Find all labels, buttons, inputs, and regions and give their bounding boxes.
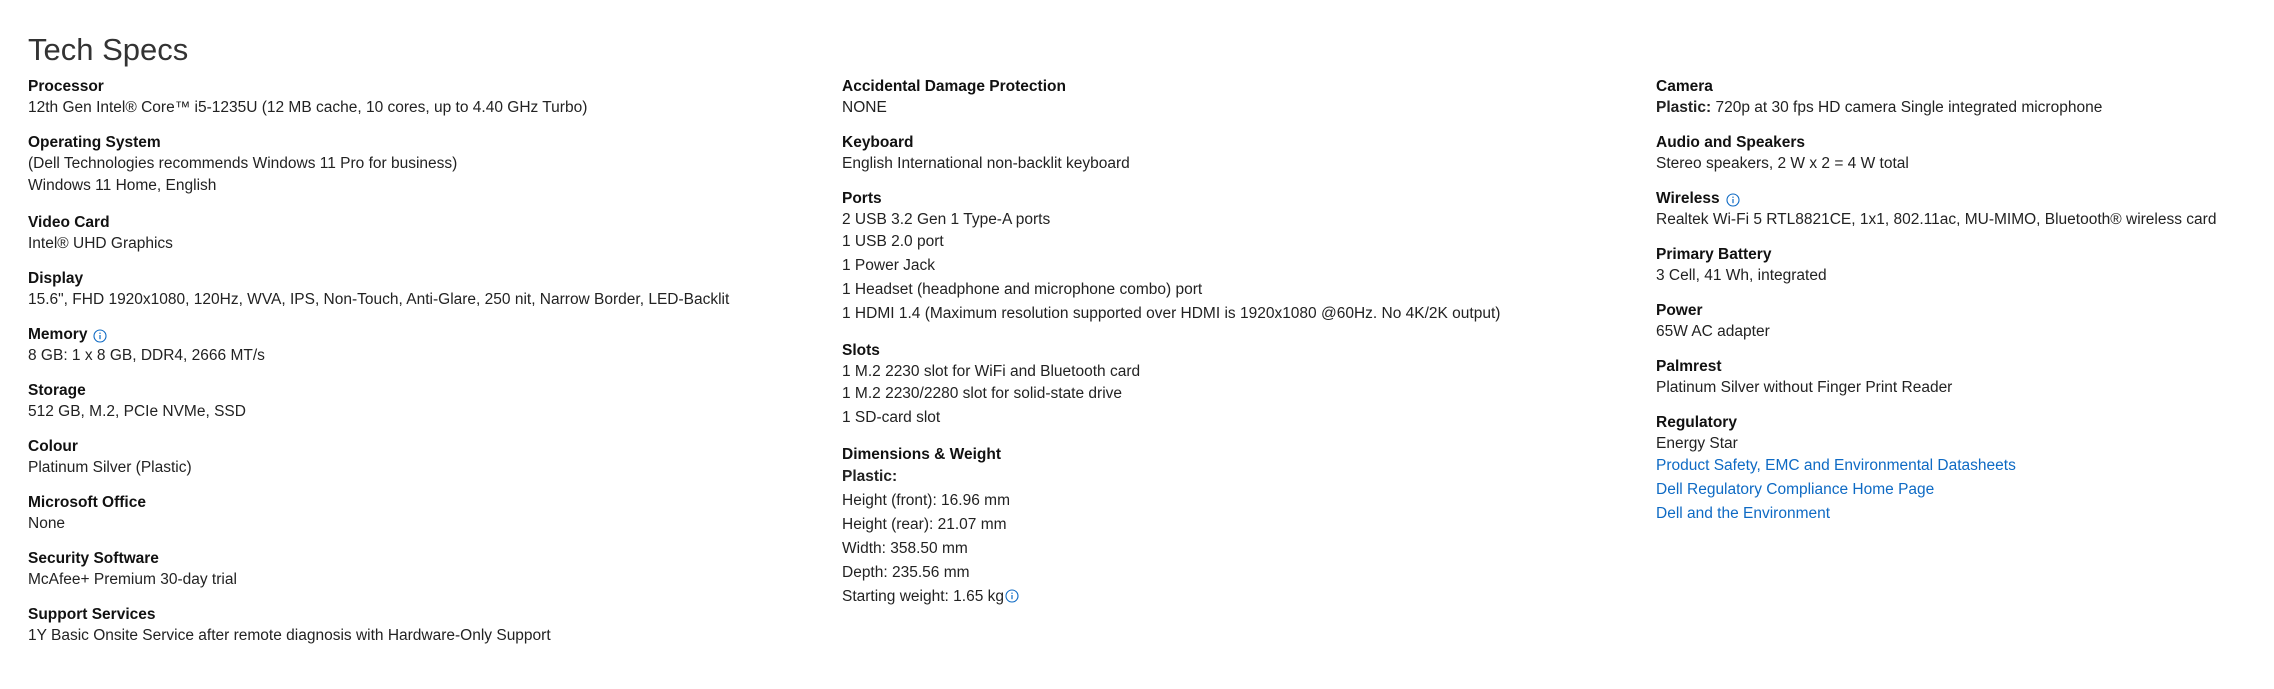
spec-value xyxy=(28,233,828,254)
specs-column-3 xyxy=(1656,76,2266,540)
spec-value xyxy=(842,153,1662,174)
spec-label-text: Display xyxy=(28,270,84,287)
spec-value-text: 8 GB: 1 x 8 GB, DDR4, 2666 MT/s xyxy=(28,347,265,364)
spec-value xyxy=(842,361,1662,382)
spec-label-text: Memory xyxy=(28,326,88,343)
spec-label-text: Microsoft Office xyxy=(28,494,146,511)
specs-column-1 xyxy=(28,76,828,660)
spec-value-text: McAfee+ Premium 30-day trial xyxy=(28,571,237,588)
spec-label-text: Camera xyxy=(1656,78,1713,95)
spec-value-text: 1 M.2 2230/2280 slot for solid-state drive xyxy=(842,385,1123,402)
specs-column-2 xyxy=(842,76,1662,623)
spec-label xyxy=(28,604,828,625)
spec-value xyxy=(1656,321,2266,342)
spec-label xyxy=(842,444,1662,465)
spec-label-text: Wireless xyxy=(1656,190,1720,207)
info-icon[interactable] xyxy=(1726,192,1740,206)
spec-value xyxy=(842,278,1662,302)
spec-label-text: Dimensions & Weight xyxy=(842,446,1002,463)
spec-value-text: Depth: 235.56 mm xyxy=(842,564,970,581)
spec-camera xyxy=(1656,76,2266,118)
link-dell-regulatory-compliance-home-page[interactable]: Dell Regulatory Compliance Home Page xyxy=(1656,481,1935,498)
spec-value xyxy=(842,585,1662,609)
spec-palmrest xyxy=(1656,356,2266,398)
spec-label xyxy=(28,324,828,345)
spec-label xyxy=(842,76,1662,97)
spec-value-text: 1 Power Jack xyxy=(842,257,936,274)
spec-label xyxy=(1656,356,2266,377)
spec-power xyxy=(1656,300,2266,342)
spec-value xyxy=(842,537,1662,561)
page-title: Tech Specs xyxy=(28,32,189,67)
spec-label xyxy=(1656,188,2266,209)
spec-value-text: Energy Star xyxy=(1656,435,1738,452)
spec-label-text: Audio and Speakers xyxy=(1656,134,1806,151)
spec-label xyxy=(28,132,828,153)
spec-keyboard xyxy=(842,132,1662,174)
spec-value xyxy=(28,625,828,646)
spec-label xyxy=(842,340,1662,361)
spec-value-text: 1 SD-card slot xyxy=(842,409,941,426)
spec-label-text: Security Software xyxy=(28,550,159,567)
spec-value xyxy=(28,97,828,118)
spec-link-row xyxy=(1656,454,2266,478)
spec-label xyxy=(1656,132,2266,153)
spec-value xyxy=(842,97,1662,118)
spec-value-text: 1 Headset (headphone and microphone combo) port xyxy=(842,281,1203,298)
spec-label xyxy=(28,268,828,289)
spec-label-text: Support Services xyxy=(28,606,156,623)
spec-value-text: 720p at 30 fps HD camera Single integrated microphone xyxy=(1715,99,2103,116)
spec-value-text: 15.6", FHD 1920x1080, 120Hz, WVA, IPS, Non-Touch, Anti-Glare, 250 nit, Narrow Border, LED-Backlit xyxy=(28,291,730,308)
spec-label-text: Regulatory xyxy=(1656,414,1737,431)
spec-label-text: Ports xyxy=(842,190,882,207)
spec-value xyxy=(28,289,828,310)
spec-value xyxy=(842,209,1662,230)
spec-audio-and-speakers xyxy=(1656,132,2266,174)
spec-value-text: Realtek Wi-Fi 5 RTL8821CE, 1x1, 802.11ac, MU-MIMO, Bluetooth® wireless card xyxy=(1656,211,2217,228)
spec-label-text: Operating System xyxy=(28,134,161,151)
spec-value-text: 65W AC adapter xyxy=(1656,323,1770,340)
spec-value-text: Starting weight: 1.65 kg xyxy=(842,588,1004,605)
spec-value-text: 512 GB, M.2, PCIe NVMe, SSD xyxy=(28,403,246,420)
spec-value xyxy=(28,457,828,478)
spec-value-text: (Dell Technologies recommends Windows 11 Pro for business) xyxy=(28,155,458,172)
spec-label-text: Palmrest xyxy=(1656,358,1722,375)
spec-video-card xyxy=(28,212,828,254)
spec-value-text: Windows 11 Home, English xyxy=(28,177,217,194)
spec-value xyxy=(842,382,1662,406)
spec-primary-battery xyxy=(1656,244,2266,286)
spec-wireless xyxy=(1656,188,2266,230)
spec-operating-system xyxy=(28,132,828,198)
spec-label xyxy=(842,188,1662,209)
spec-slots xyxy=(842,340,1662,430)
spec-label-text: Power xyxy=(1656,302,1703,319)
spec-label xyxy=(28,380,828,401)
info-icon[interactable] xyxy=(1005,587,1019,601)
spec-label xyxy=(28,76,828,97)
spec-value-text: 3 Cell, 41 Wh, integrated xyxy=(1656,267,1827,284)
spec-ports xyxy=(842,188,1662,326)
spec-value-text: Width: 358.50 mm xyxy=(842,540,968,557)
spec-value xyxy=(28,153,828,174)
spec-value xyxy=(28,401,828,422)
spec-label xyxy=(842,132,1662,153)
spec-value-text: 12th Gen Intel® Core™ i5-1235U (12 MB cache, 10 cores, up to 4.40 GHz Turbo) xyxy=(28,99,588,116)
spec-label xyxy=(1656,244,2266,265)
spec-label xyxy=(28,436,828,457)
spec-label-text: Processor xyxy=(28,78,104,95)
spec-value xyxy=(842,406,1662,430)
spec-value-text: 1Y Basic Onsite Service after remote diagnosis with Hardware-Only Support xyxy=(28,627,551,644)
spec-label xyxy=(1656,76,2266,97)
spec-link-row xyxy=(1656,502,2266,526)
spec-label xyxy=(1656,300,2266,321)
spec-value-text: English International non-backlit keyboard xyxy=(842,155,1130,172)
spec-value xyxy=(842,254,1662,278)
spec-processor xyxy=(28,76,828,118)
spec-label-text: Storage xyxy=(28,382,86,399)
spec-value xyxy=(842,489,1662,513)
spec-value-text: NONE xyxy=(842,99,887,116)
spec-value xyxy=(1656,209,2266,230)
spec-value-text: Platinum Silver without Finger Print Reader xyxy=(1656,379,1953,396)
spec-security-software xyxy=(28,548,828,590)
spec-accidental-damage-protection xyxy=(842,76,1662,118)
spec-value xyxy=(1656,153,2266,174)
spec-value xyxy=(28,345,828,366)
spec-display xyxy=(28,268,828,310)
spec-value xyxy=(842,561,1662,585)
spec-value xyxy=(1656,97,2266,118)
spec-label-text: Video Card xyxy=(28,214,110,231)
spec-value-prefix: Plastic: xyxy=(1656,99,1712,116)
spec-sub-label: Plastic: xyxy=(842,468,898,485)
spec-value-text: 2 USB 3.2 Gen 1 Type-A ports xyxy=(842,211,1051,228)
spec-storage xyxy=(28,380,828,422)
spec-value xyxy=(1656,377,2266,398)
spec-label xyxy=(28,548,828,569)
spec-label-text: Primary Battery xyxy=(1656,246,1772,263)
spec-label-text: Colour xyxy=(28,438,78,455)
spec-colour xyxy=(28,436,828,478)
spec-value xyxy=(28,513,828,534)
spec-label-text: Accidental Damage Protection xyxy=(842,78,1066,95)
spec-value-text: Height (rear): 21.07 mm xyxy=(842,516,1007,533)
spec-value xyxy=(842,513,1662,537)
spec-label xyxy=(28,212,828,233)
spec-value-text: 1 HDMI 1.4 (Maximum resolution supported over HDMI is 1920x1080 @60Hz. No 4K/2K output) xyxy=(842,305,1501,322)
spec-value xyxy=(842,302,1662,326)
spec-value-text: Stereo speakers, 2 W x 2 = 4 W total xyxy=(1656,155,1909,172)
spec-value xyxy=(1656,265,2266,286)
spec-value-text: None xyxy=(28,515,66,532)
spec-value-text: Height (front): 16.96 mm xyxy=(842,492,1010,509)
spec-value xyxy=(842,230,1662,254)
spec-label-text: Keyboard xyxy=(842,134,914,151)
spec-value xyxy=(28,174,828,198)
spec-label xyxy=(28,492,828,513)
spec-microsoft-office xyxy=(28,492,828,534)
link-dell-and-the-environment[interactable]: Dell and the Environment xyxy=(1656,505,1831,522)
spec-value-text: Platinum Silver (Plastic) xyxy=(28,459,192,476)
spec-link-row xyxy=(1656,478,2266,502)
spec-value xyxy=(28,569,828,590)
link-product-safety-emc-and-environmental-datasheets[interactable]: Product Safety, EMC and Environmental Datasheets xyxy=(1656,457,2016,474)
spec-memory xyxy=(28,324,828,366)
spec-value-text: 1 USB 2.0 port xyxy=(842,233,944,250)
spec-regulatory xyxy=(1656,412,2266,526)
spec-value-text: Intel® UHD Graphics xyxy=(28,235,173,252)
spec-label-text: Slots xyxy=(842,342,880,359)
spec-value-text: 1 M.2 2230 slot for WiFi and Bluetooth card xyxy=(842,363,1141,380)
spec-label xyxy=(1656,412,2266,433)
info-icon[interactable] xyxy=(93,328,107,342)
spec-support-services xyxy=(28,604,828,646)
spec-dimensions-weight xyxy=(842,444,1662,609)
spec-value xyxy=(1656,433,2266,454)
